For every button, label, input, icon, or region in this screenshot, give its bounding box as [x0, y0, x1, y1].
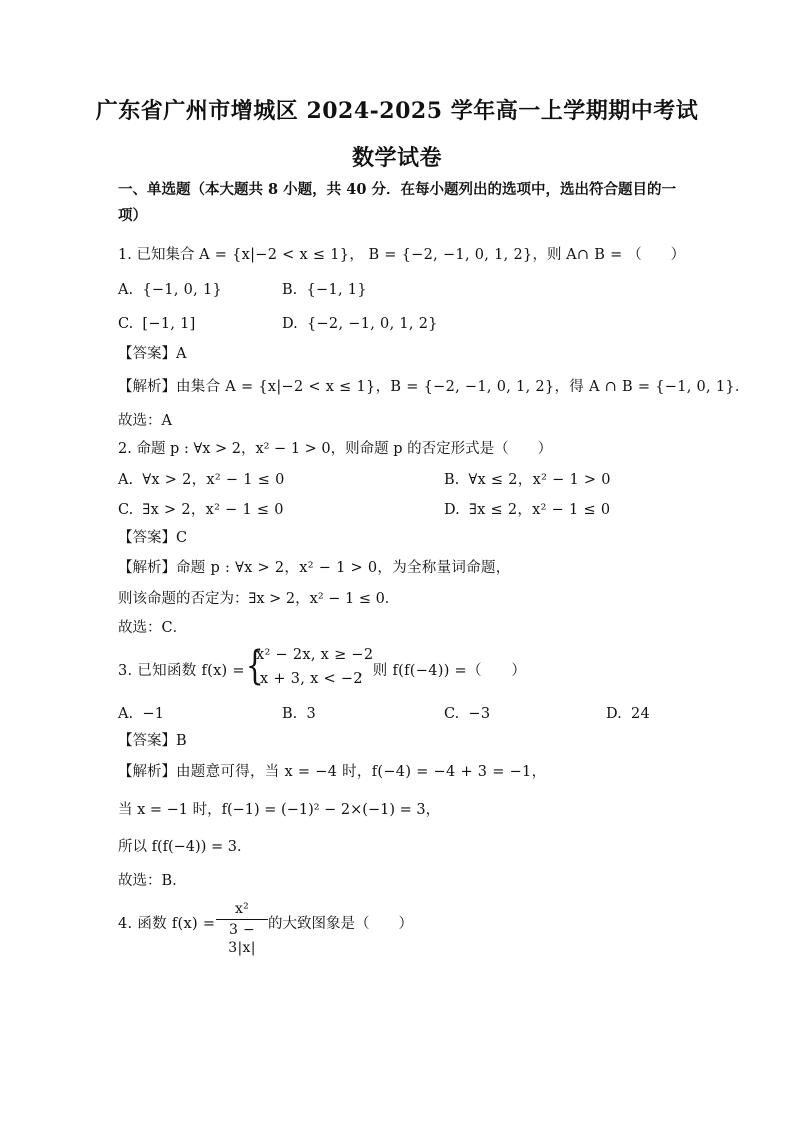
q3-option-c	[444, 703, 490, 725]
question-3-stem	[118, 643, 718, 693]
q1-analysis	[118, 376, 750, 398]
option-text: ∃x ≤ 2，x² − 1 ≤ 0	[468, 502, 611, 518]
option-label: A.	[118, 706, 134, 722]
option-label: B.	[444, 472, 460, 488]
page-subtitle: 数学试卷	[351, 145, 442, 171]
option-text: {−1, 1}	[306, 282, 367, 298]
q2-option-a	[118, 469, 285, 491]
q1-stem-a: 1. 已知集合	[118, 247, 195, 263]
option-label: C.	[444, 706, 460, 722]
q2-option-b	[444, 469, 611, 491]
option-label: B.	[282, 706, 298, 722]
option-text: ∀x ≤ 2，x² − 1 > 0	[468, 472, 611, 488]
q1-sep: ，	[349, 247, 364, 263]
option-text: 3	[306, 706, 317, 722]
q2-option-d	[444, 499, 610, 521]
q3-conclusion: 故选：B.	[118, 873, 177, 889]
option-text: {−2, −1, 0, 1, 2}	[306, 316, 438, 332]
option-text: 24	[630, 706, 650, 722]
analysis-label: 【解析】	[118, 560, 176, 576]
analysis-label: 【解析】	[118, 379, 176, 395]
page-title: 广东省广州市增城区 2024-2025 学年高一上学期期中考试	[95, 98, 699, 124]
question-4-stem	[118, 900, 518, 956]
q3-case-2: x + 3, x < −2	[260, 671, 363, 687]
fraction-bar	[216, 919, 268, 920]
q1-expr: A∩ B =	[566, 247, 623, 263]
q3-option-d	[606, 703, 650, 725]
q1-option-b	[282, 279, 367, 301]
q3-case-1: x² − 2x, x ≥ −2	[256, 647, 374, 663]
fraction-denominator: 3 − 3|x|	[228, 922, 256, 956]
q1-set-b: B = {−2, −1, 0, 1, 2}	[368, 247, 533, 263]
q1-stem-b: ，则	[532, 247, 562, 263]
analysis-text: 由集合 A = {x|−2 < x ≤ 1}，B = {−2, −1, 0, 1, 2}，得 A ∩ B = {−1, 0, 1}．	[176, 379, 750, 395]
analysis-text: 命题 p : ∀x > 2，x² − 1 > 0，为全称量词命题，	[176, 560, 511, 576]
option-text: −1	[142, 706, 165, 722]
option-label: A.	[118, 472, 134, 488]
q4-lead: 4. 函数 f(x) =	[118, 916, 216, 932]
q3-option-b	[282, 703, 316, 725]
q1-answer: 【答案】A	[118, 346, 187, 362]
q2-option-c	[118, 499, 284, 521]
option-label: B.	[282, 282, 298, 298]
analysis-text: 由题意可得，当 x = −4 时，f(−4) = −4 + 3 = −1，	[176, 764, 547, 780]
q2-answer: 【答案】C	[118, 530, 188, 546]
q1-set-a: A = {x|−2 < x ≤ 1}	[199, 247, 350, 263]
option-label: C.	[118, 316, 134, 332]
q3-analysis	[118, 761, 546, 783]
q3-analysis-2: 当 x = −1 时，f(−1) = (−1)² − 2×(−1) = 3，	[118, 802, 441, 818]
q3-lead: 3. 已知函数 f(x) =	[118, 663, 245, 679]
q1-option-a	[118, 279, 222, 301]
q2-analysis-2: 则该命题的否定为：∃x > 2，x² − 1 ≤ 0．	[118, 591, 400, 607]
q1-paren: （ ）	[627, 247, 686, 263]
option-label: A.	[118, 282, 134, 298]
option-text: −3	[468, 706, 491, 722]
option-text: [−1, 1]	[142, 316, 196, 332]
section-heading: 一、单选题（本大题共 8 小题，共 40 分．在每小题列出的选项中，选出符合题目的一项）	[118, 181, 676, 224]
q1-conclusion: 故选：A	[118, 413, 172, 429]
analysis-label: 【解析】	[118, 764, 176, 780]
q3-option-a	[118, 703, 164, 725]
question-1-stem	[118, 244, 685, 266]
q1-option-d	[282, 313, 438, 335]
piecewise-brace: {	[245, 643, 264, 689]
q3-analysis-3: 所以 f(f(−4)) = 3．	[118, 839, 252, 855]
question-2-stem: 2. 命题 p : ∀x > 2，x² − 1 > 0，则命题 p 的否定形式是（ ）	[118, 441, 553, 457]
option-text: {−1, 0, 1}	[142, 282, 223, 298]
q4-tail: 的大致图象是（ ）	[268, 916, 413, 932]
option-label: D.	[606, 706, 622, 722]
option-label: C.	[118, 502, 134, 518]
q3-tail: ，则 f(f(−4)) =（ ）	[358, 663, 527, 679]
option-label: D.	[444, 502, 460, 518]
option-label: D.	[282, 316, 298, 332]
q2-analysis	[118, 557, 511, 579]
q1-option-c	[118, 313, 196, 335]
option-text: ∀x > 2，x² − 1 ≤ 0	[142, 472, 285, 488]
q3-answer: 【答案】B	[118, 733, 187, 749]
q2-conclusion: 故选：C．	[118, 620, 188, 636]
fraction	[216, 900, 268, 957]
fraction-numerator: x²	[234, 901, 250, 917]
option-text: ∃x > 2，x² − 1 ≤ 0	[142, 502, 284, 518]
